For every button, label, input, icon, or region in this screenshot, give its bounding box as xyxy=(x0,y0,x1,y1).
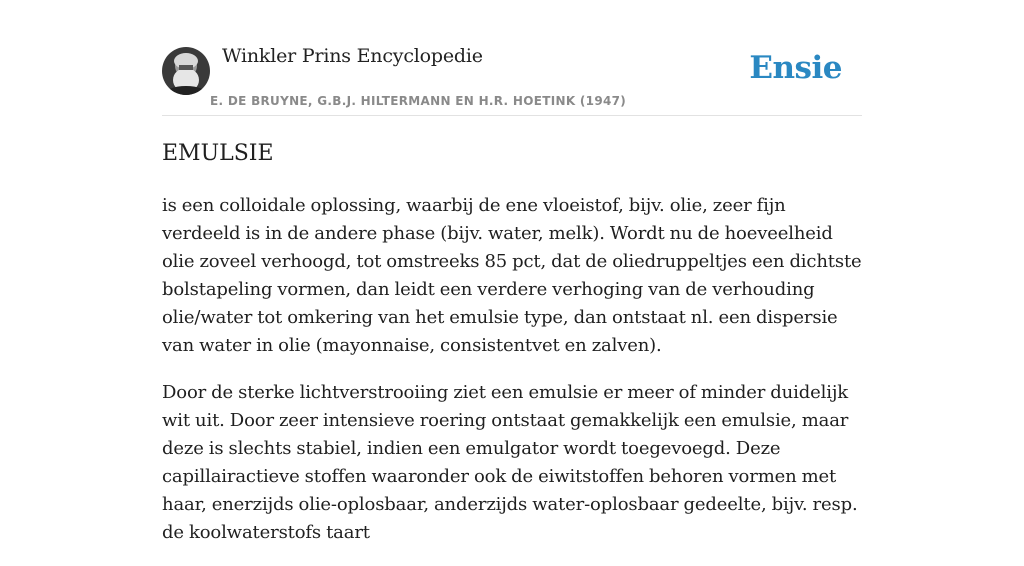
brand-logo[interactable]: Ensie xyxy=(749,50,842,86)
source-title[interactable]: Winkler Prins Encyclopedie xyxy=(222,45,483,67)
page xyxy=(162,0,862,543)
author-portrait-image xyxy=(162,47,210,95)
author-avatar xyxy=(162,47,210,95)
article-paragraph: Door de sterke lichtverstrooiing ziet een emulsie er meer of minder duidelijk wit uit. Door zeer intensieve roering ontstaat gemakkelijk een emulsie, maar deze is slechts stabiel, indien een emulgator wordt toegevoegd. Deze capillairactieve stoffen waaronder ook de eiwitstoffen behoren vormen met haar, enerzijds olie-oplosbaar, anderzijds water-oplosbaar gedeelte, bijv. resp. de koolwaterstofs taart xyxy=(162,382,858,543)
article-paragraph: is een colloidale oplossing, waarbij de ene vloeistof, bijv. olie, zeer fijn verdeeld is in de andere phase (bijv. water, melk). Wordt nu de hoeveelheid olie zoveel verhoogd, tot omstreeks 85 pct, dat de oliedruppeltjes een dichtste bolstapeling vormen, dan leidt een verdere verhoging van de verhouding olie/water tot omkering van het emulsie type, dan ontstaat nl. een dispersie van water in olie (mayonnaise, consistentvet en zalven). xyxy=(162,195,862,356)
article-headword: EMULSIE xyxy=(162,141,274,166)
source-authors: E. DE BRUYNE, G.B.J. HILTERMANN EN H.R. HOETINK (1947) xyxy=(210,94,627,108)
source-header xyxy=(162,0,862,116)
article-body xyxy=(162,192,862,566)
